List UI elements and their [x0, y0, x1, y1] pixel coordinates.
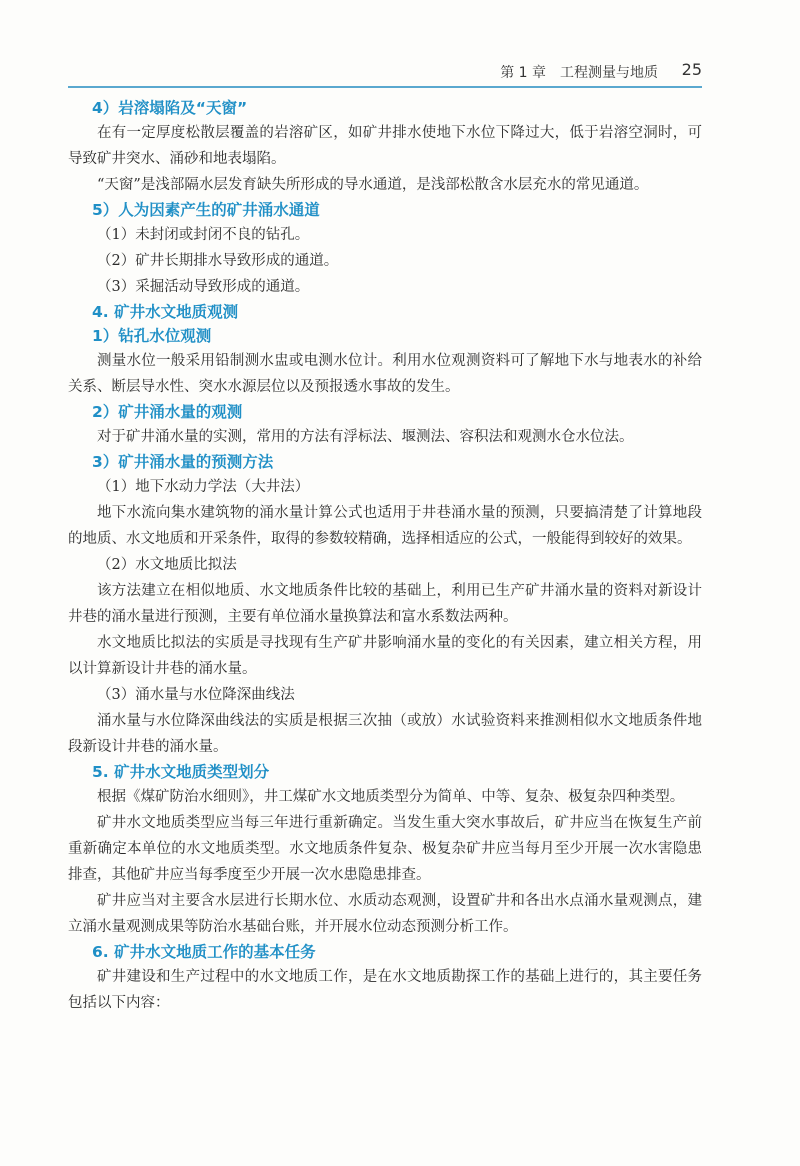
- heading-section-5: 5. 矿井水文地质类型划分: [92, 763, 270, 781]
- heading-inflow-prediction: 3）矿井涌水量的预测方法: [92, 453, 274, 471]
- paragraph: 涌水量与水位降深曲线法的实质是根据三次抽（或放）水试验资料来推测相似水文地质条件地段新设计井巷的涌水量。: [68, 713, 702, 755]
- page-number: 25: [681, 60, 702, 79]
- method-title: （1）地下水动力学法（大井法）: [97, 479, 310, 495]
- method-title: （3）涌水量与水位降深曲线法: [97, 687, 295, 703]
- list-item: （3）采掘活动导致形成的通道。: [97, 279, 310, 295]
- page-body: [68, 96, 702, 1016]
- paragraph: 根据《煤矿防治水细则》，井工煤矿水文地质类型分为简单、中等、复杂、极复杂四种类型。: [97, 789, 685, 805]
- paragraph: 水文地质比拟法的实质是寻找现有生产矿井影响涌水量的变化的有关因素，建立相关方程，用以计算新设计井巷的涌水量。: [68, 635, 702, 677]
- paragraph: 测量水位一般采用铅制测水盅或电测水位计。利用水位观测资料可了解地下水与地表水的补给关系、断层导水性、突水水源层位以及预报透水事故的发生。: [68, 353, 702, 395]
- list-item: （1）未封闭或封闭不良的钻孔。: [97, 227, 310, 243]
- heading-human-factors: 5）人为因素产生的矿井涌水通道: [92, 201, 320, 219]
- paragraph: 矿井应当对主要含水层进行长期水位、水质动态观测，设置矿井和各出水点涌水量观测点，建立涌水量观测成果等防治水基础台账，并开展水位动态预测分析工作。: [68, 893, 702, 935]
- heading-section-6: 6. 矿井水文地质工作的基本任务: [92, 943, 316, 961]
- heading-borehole-water-level: 1）钻孔水位观测: [92, 327, 212, 345]
- paragraph: 该方法建立在相似地质、水文地质条件比较的基础上，利用已生产矿井涌水量的资料对新设计井巷的涌水量进行预测，主要有单位涌水量换算法和富水系数法两种。: [68, 583, 702, 625]
- chapter-title: 第 1 章 工程测量与地质: [500, 65, 658, 81]
- paragraph: 对于矿井涌水量的实测，常用的方法有浮标法、堰测法、容积法和观测水仓水位法。: [97, 429, 634, 445]
- page-header: [68, 58, 702, 88]
- method-title: （2）水文地质比拟法: [97, 557, 237, 573]
- paragraph: 在有一定厚度松散层覆盖的岩溶矿区，如矿井排水使地下水位下降过大，低于岩溶空洞时，可导致矿井突水、涌砂和地表塌陷。: [68, 125, 702, 167]
- heading-inflow-observation: 2）矿井涌水量的观测: [92, 403, 243, 421]
- heading-karst-collapse: 4）岩溶塌陷及“天窗”: [92, 99, 248, 117]
- paragraph: 地下水流向集水建筑物的涌水量计算公式也适用于井巷涌水量的预测，只要搞清楚了计算地段的地质、水文地质和开采条件，取得的参数较精确，选择相适应的公式，一般能得到较好的效果。: [68, 505, 702, 547]
- heading-section-4: 4. 矿井水文地质观测: [92, 303, 239, 321]
- paragraph: 矿井建设和生产过程中的水文地质工作，是在水文地质勘探工作的基础上进行的，其主要任务包括以下内容：: [68, 969, 702, 1011]
- list-item: （2）矿井长期排水导致形成的通道。: [97, 253, 339, 269]
- paragraph: “天窗”是浅部隔水层发育缺失所形成的导水通道，是浅部松散含水层充水的常见通道。: [97, 177, 649, 193]
- paragraph: 矿井水文地质类型应当每三年进行重新确定。当发生重大突水事故后，矿井应当在恢复生产前重新确定本单位的水文地质类型。水文地质条件复杂、极复杂矿井应当每月至少开展一次水害隐患排查，其他矿井应当每季度至少开展一次水患隐患排查。: [68, 815, 702, 883]
